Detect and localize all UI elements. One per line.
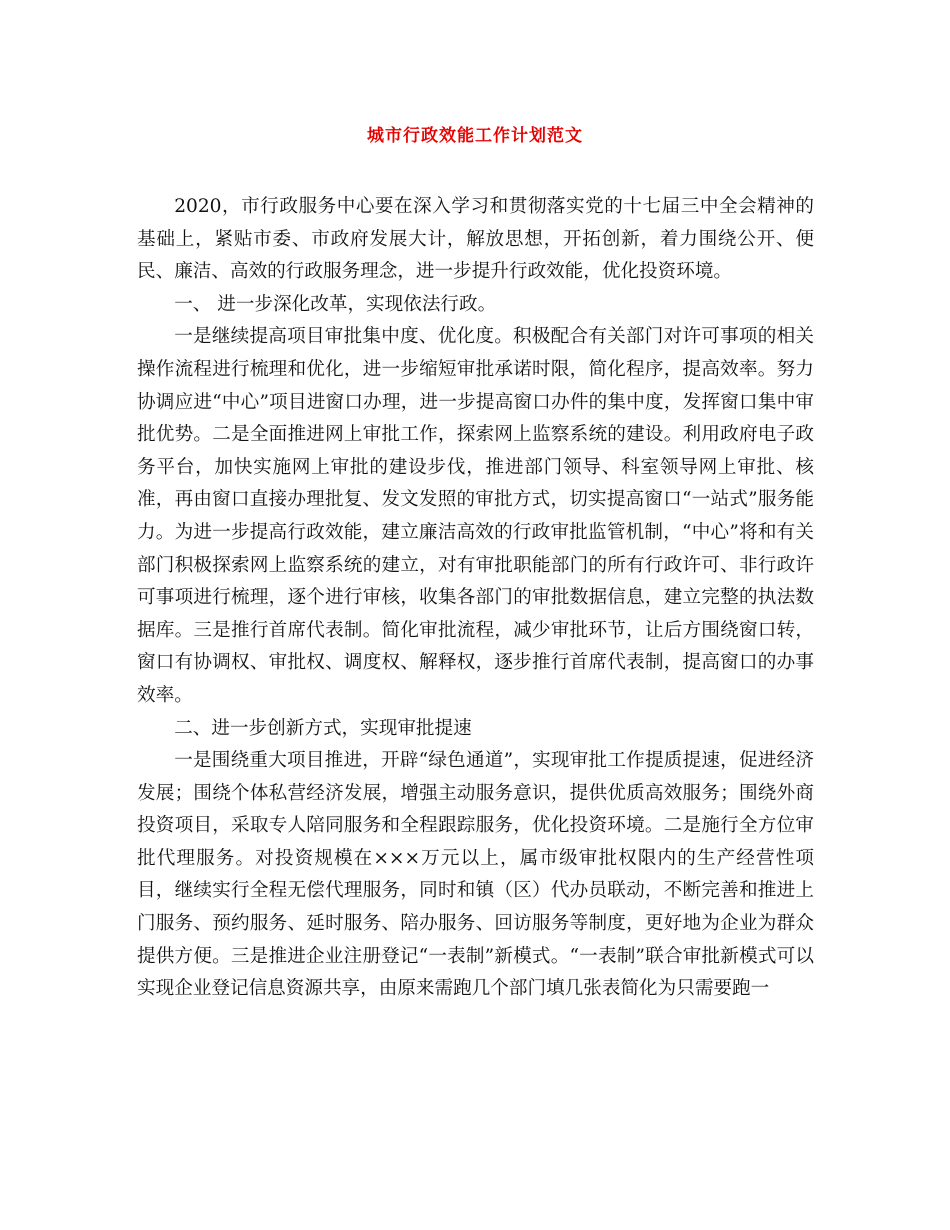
- paragraph-section-1: 一是继续提高项目审批集中度、优化度。积极配合有关部门对许可事项的相关操作流程进行梳理和优化，进一步缩短审批承诺时限，简化程序，提高效率。努力协调应进“中心”项目进窗口办理，进一步提高窗口办件的集中度，发挥窗口集中审批优势。二是全面推进网上审批工作，探索网上监察系统的建设。利用政府电子政务平台，加快实施网上审批的建设步伐，推进部门领导、科室领导网上审批、核准，再由窗口直接办理批复、发文发照的审批方式，切实提高窗口“一站式”服务能力。为进一步提高行政效能，建立廉洁高效的行政审批监管机制，“中心”将和有关部门积极探索网上监察系统的建立，对有审批职能部门的所有行政许可、非行政许可事项进行梳理，逐个进行审核，收集各部门的审批数据信息，建立完整的执法数据库。三是推行首席代表制。简化审批流程，减少审批环节，让后方围绕窗口转，窗口有协调权、审批权、调度权、解释权，逐步推行首席代表制，提高窗口的办事效率。: [137, 326, 814, 706]
- section-heading-1: 一、 进一步深化改革，实现依法行政。: [174, 293, 497, 315]
- page-title: 城市行政效能工作计划范文: [367, 126, 583, 146]
- paragraph-section-2: 一是围绕重大项目推进，开辟“绿色通道”，实现审批工作提质提速，促进经济发展；围绕个体私营经济发展，增强主动服务意识，提供优质高效服务；围绕外商投资项目，采取专人陪同服务和全程跟踪服务，优化投资环境。二是施行全方位审批代理服务。对投资规模在×××万元以上，属市级审批权限内的生产经营性项目，继续实行全程无偿代理服务，同时和镇（区）代办员联动，不断完善和推进上门服务、预约服务、延时服务、陪办服务、回访服务等制度，更好地为企业为群众提供方便。三是推进企业注册登记“一表制”新模式。“一表制”联合审批新模式可以实现企业登记信息资源共享，由原来需跑几个部门填几张表简化为只需要跑一: [137, 750, 814, 1000]
- document-body: [137, 191, 814, 1006]
- paragraph-intro: 2020，市行政服务中心要在深入学习和贯彻落实党的十七届三中全会精神的基础上，紧贴市委、市政府发展大计，解放思想，开拓创新，着力围绕公开、便民、廉洁、高效的行政服务理念，进一步提升行政效能，优化投资环境。: [137, 196, 814, 283]
- section-heading-2: 二、进一步创新方式，实现审批提速: [174, 717, 472, 739]
